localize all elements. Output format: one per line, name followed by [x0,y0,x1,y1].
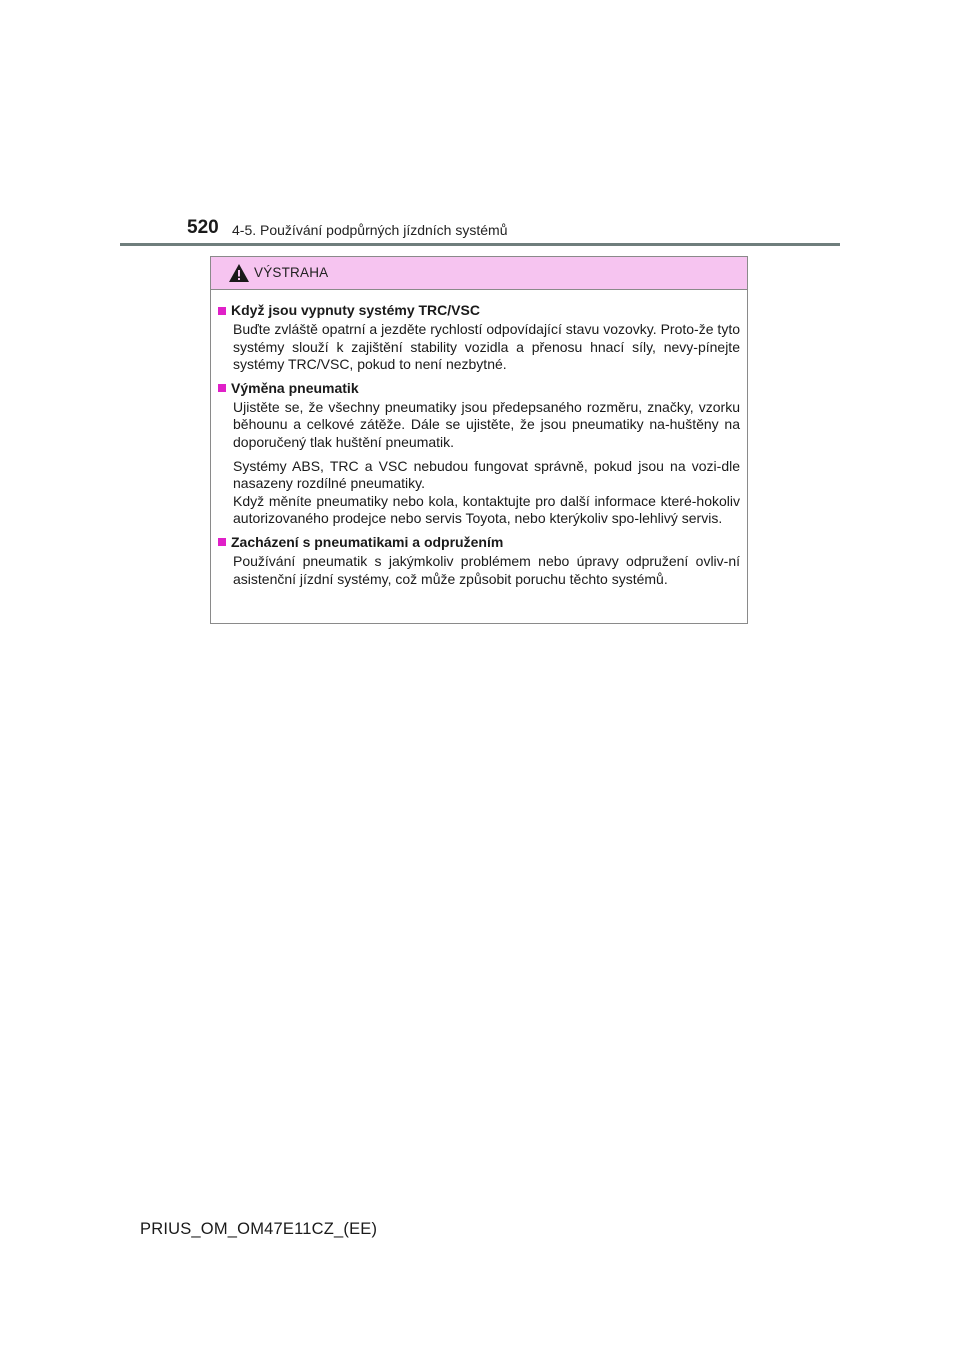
warning-body [211,290,747,588]
warning-box [210,256,748,624]
warning-triangle-icon [228,263,250,283]
item-paragraph: Používání pneumatik s jakýmkoliv problémem nebo úpravy odpružení ovliv-ní asistenční jízdní systémy, což může způsobit poruchu těchto systémů. [233,552,740,587]
square-bullet-icon [218,538,226,546]
warning-header [211,257,747,290]
item-heading [218,534,740,551]
item-paragraph: Systémy ABS, TRC a VSC nebudou fungovat správně, pokud jsou na vozi-dle nasazeny rozdílné pneumatiky. [233,457,740,492]
item-paragraph: Ujistěte se, že všechny pneumatiky jsou předepsaného rozměru, značky, vzorku běhounu a celkové zátěže. Dále se ujistěte, že jsou pneumatiky na-huštěny na doporučený tlak huštění pneumatik. [233,398,740,450]
square-bullet-icon [218,307,226,315]
item-heading [218,302,740,319]
header-divider [120,243,840,246]
item-paragraph: Buďte zvláště opatrní a jezděte rychlostí odpovídající stavu vozovky. Proto-že tyto systémy slouží k zajištění stability vozidla a přenosu hnací síly, nevy-pínejte systémy TRC/VSC, pokud to není nezbytné. [233,321,740,373]
warning-item-trc-vsc-off [218,302,740,374]
document-code: PRIUS_OM_OM47E11CZ_(EE) [140,1220,378,1238]
section-title: 4-5. Používání podpůrných jízdních systémů [232,222,508,238]
item-paragraph: Když měníte pneumatiky nebo kola, kontaktujte pro další informace které-hokoliv autorizovaného prodejce nebo servis Toyota, nebo kterýkoliv spo-lehlivý servis. [233,492,740,527]
warning-item-tire-replacement [218,380,740,528]
warning-item-tires-suspension [218,534,740,588]
warning-title: VÝSTRAHA [254,265,329,280]
page-header [0,0,960,250]
page-number: 520 [187,217,219,238]
square-bullet-icon [218,384,226,392]
item-heading [218,380,740,397]
item-heading-text: Zacházení s pneumatikami a odpružením [231,533,504,550]
item-heading-text: Když jsou vypnuty systémy TRC/VSC [231,302,480,318]
item-heading-text: Výměna pneumatik [231,379,359,396]
